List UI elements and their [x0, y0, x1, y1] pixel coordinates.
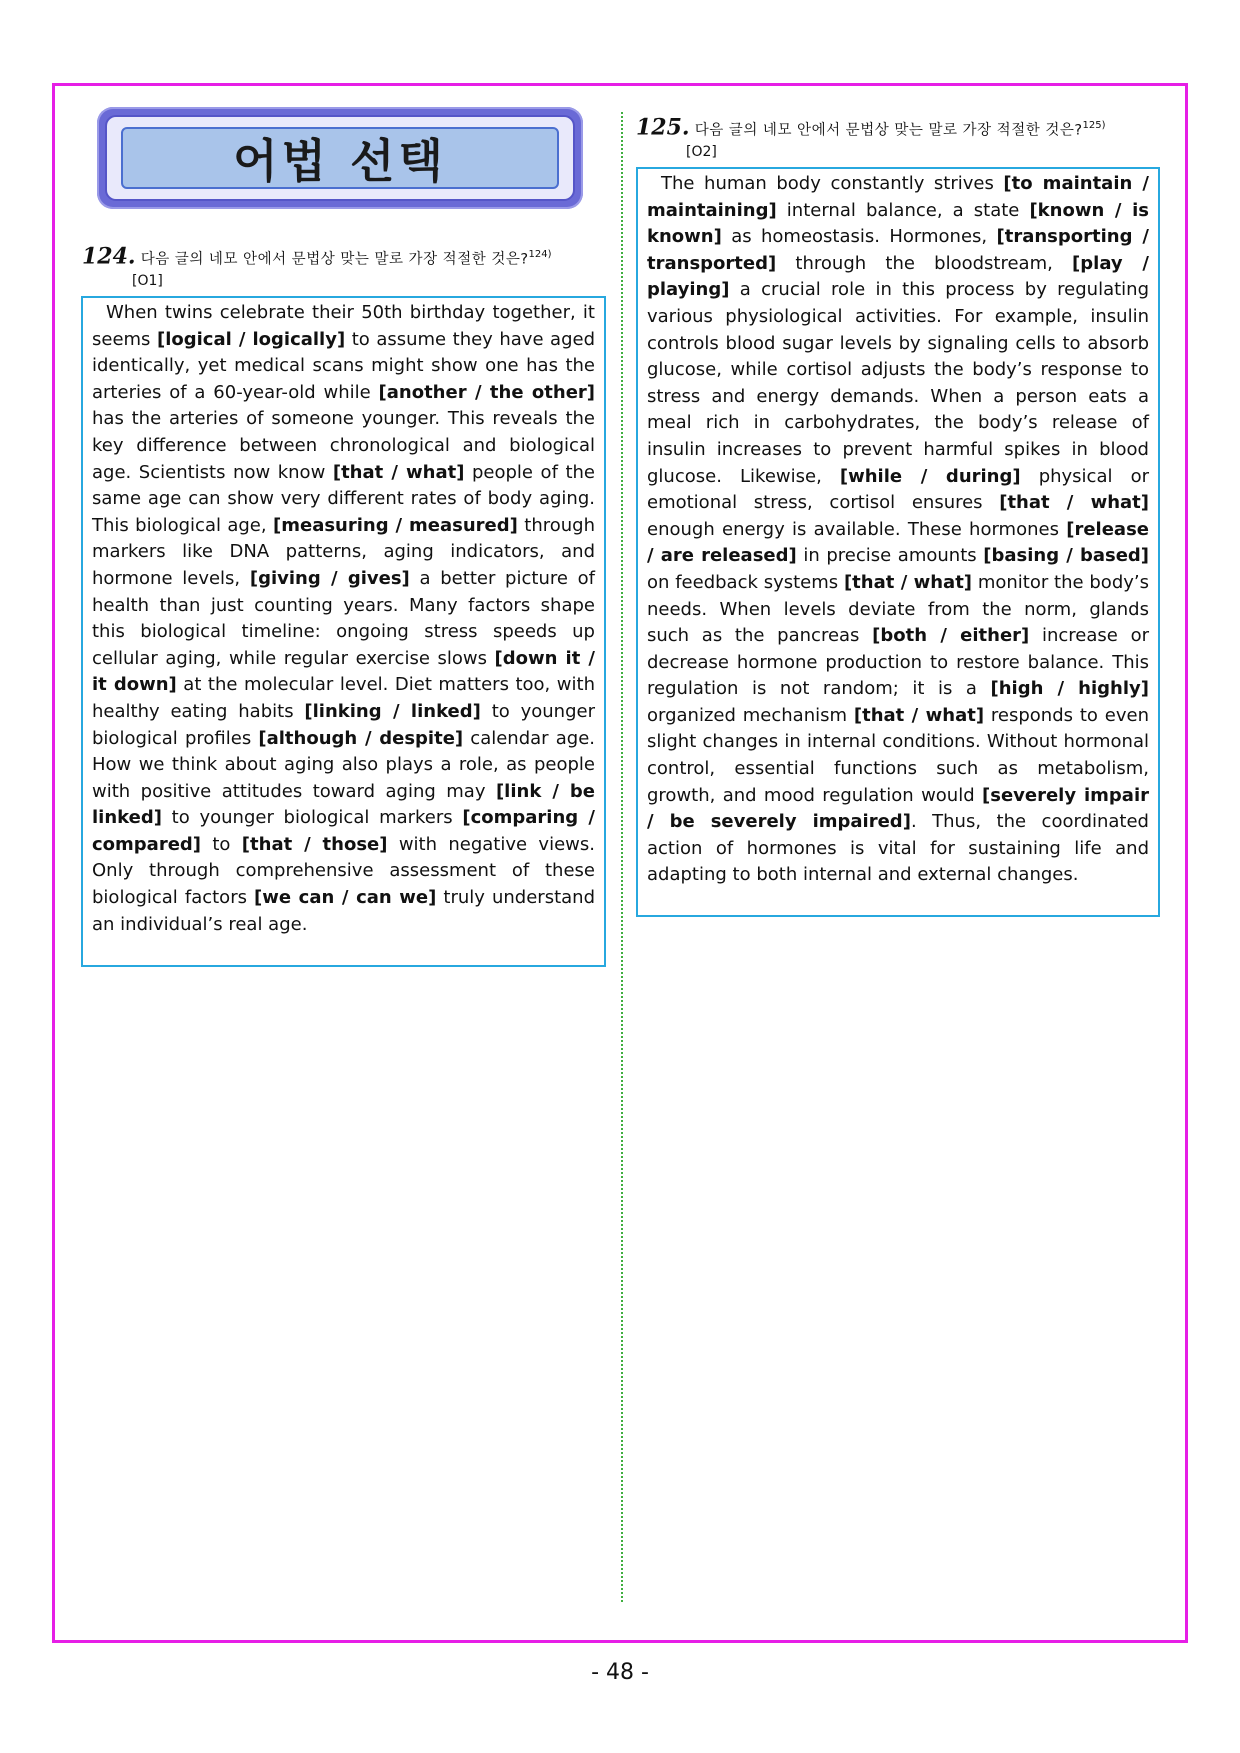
question-number: 124.	[82, 243, 136, 270]
choice-bracket: [giving / gives]	[249, 567, 410, 589]
footnote-marker: 124)	[528, 249, 552, 260]
choice-bracket: [release / are released]	[647, 518, 1149, 567]
choice-bracket: [link / be linked]	[92, 780, 596, 829]
choice-bracket: [down it / it down]	[92, 647, 595, 696]
choice-bracket: [known / is known]	[647, 199, 1150, 248]
choice-bracket: [play / playing]	[647, 252, 1149, 301]
page-number: - 48 -	[591, 1660, 649, 1685]
question-number: 125.	[636, 114, 690, 141]
choice-bracket: [transporting / transported]	[647, 226, 1150, 274]
choice-bracket: [measuring / measured]	[273, 514, 518, 536]
choice-bracket: [that / what]	[853, 704, 985, 726]
column-divider	[621, 112, 623, 1602]
passage-box-125	[636, 167, 1160, 917]
passage-text: When twins celebrate their 50th birthday together, it seems [logical / logically] to assume they have aged identically, yet medical scans might show one has the arteries of a 60-year-old while [another / the other] has the arteries of someone younger. This reveals the key difference between chronological and biological age. Scientists now know [that / what] people of the same age can show very different rates of body aging. This biological age, [measuring / measured] through markers like DNA patterns, aging indicators, and hormone levels, [giving / gives] a better picture of health than just counting years. Many factors shape this biological timeline: ongoing stress speeds up cellular aging, while regular exercise slows [down it / it down] at the molecular level. Diet matters too, with healthy eating habits [linking / linked] to younger biological profiles [although / despite] calendar age. How we think about aging also plays a role, as people with positive attitudes toward aging may [link / be linked] to younger biological markers [comparing / compared] to [that / those] with negative views. Only through comprehensive assessment of these biological factors [we can / can we] truly understand an individual’s real age.	[92, 302, 596, 935]
choice-bracket: [although / despite]	[258, 727, 464, 749]
question-prompt: 다음 글의 네모 안에서 문법상 맞는 말로 가장 적절한 것은?	[694, 122, 1083, 139]
choice-bracket: [to maintain / maintaining]	[647, 173, 1149, 221]
footnote-marker: 125)	[1082, 120, 1106, 131]
question-code: [O2]	[686, 144, 717, 161]
choice-bracket: [high / highly]	[990, 678, 1149, 700]
choice-bracket: [that / what]	[999, 492, 1149, 514]
choice-bracket: [both / either]	[872, 625, 1030, 647]
choice-bracket: [another / the other]	[378, 381, 595, 403]
choice-bracket: [severely impair / be severely impaired]	[647, 784, 1149, 833]
question-header-124	[82, 244, 612, 292]
section-title: 어법 선택	[233, 134, 447, 188]
choice-bracket: [while / during]	[839, 465, 1021, 487]
question-header-125	[636, 115, 1176, 163]
question-prompt: 다음 글의 네모 안에서 문법상 맞는 말로 가장 적절한 것은?	[140, 251, 529, 268]
section-title-banner	[97, 107, 583, 209]
choice-bracket: [that / those]	[241, 833, 388, 855]
choice-bracket: [that / what]	[332, 461, 465, 483]
choice-bracket: [comparing / compared]	[92, 807, 595, 855]
passage-box-124	[81, 296, 606, 967]
choice-bracket: [logical / logically]	[156, 328, 346, 350]
choice-bracket: [linking / linked]	[304, 700, 481, 722]
choice-bracket: [basing / based]	[983, 545, 1150, 567]
passage-text: The human body constantly strives [to maintain / maintaining] internal balance, a state [known / is known] as homeostasis. Hormones, [transporting / transported] through the bloodstream, [play / playing] a crucial role in this process by regulating various physiological activities. For example, insulin controls blood sugar levels by signaling cells to absorb glucose, while cortisol adjusts the body’s response to stress and energy demands. When a person eats a meal rich in carbohydrates, the body’s release of insulin increases to prevent harmful spikes in blood glucose. Likewise, [while / during] physical or emotional stress, cortisol ensures [that / what] enough energy is available. These hormones [release / are released] in precise amounts [basing / based] on feedback systems [that / what] monitor the body’s needs. When levels deviate from the norm, glands such as the pancreas [both / either] increase or decrease hormone production to restore balance. This regulation is not random; it is a [high / highly] organized mechanism [that / what] responds to even slight changes in internal conditions. Without hormonal control, essential functions such as metabolism, growth, and mood regulation would [severely impair / be severely impaired]. Thus, the coordinated action of hormones is vital for sustaining life and adapting to both internal and external changes.	[647, 173, 1150, 886]
question-code: [O1]	[132, 273, 163, 290]
choice-bracket: [that / what]	[843, 571, 973, 593]
choice-bracket: [we can / can we]	[254, 887, 437, 909]
